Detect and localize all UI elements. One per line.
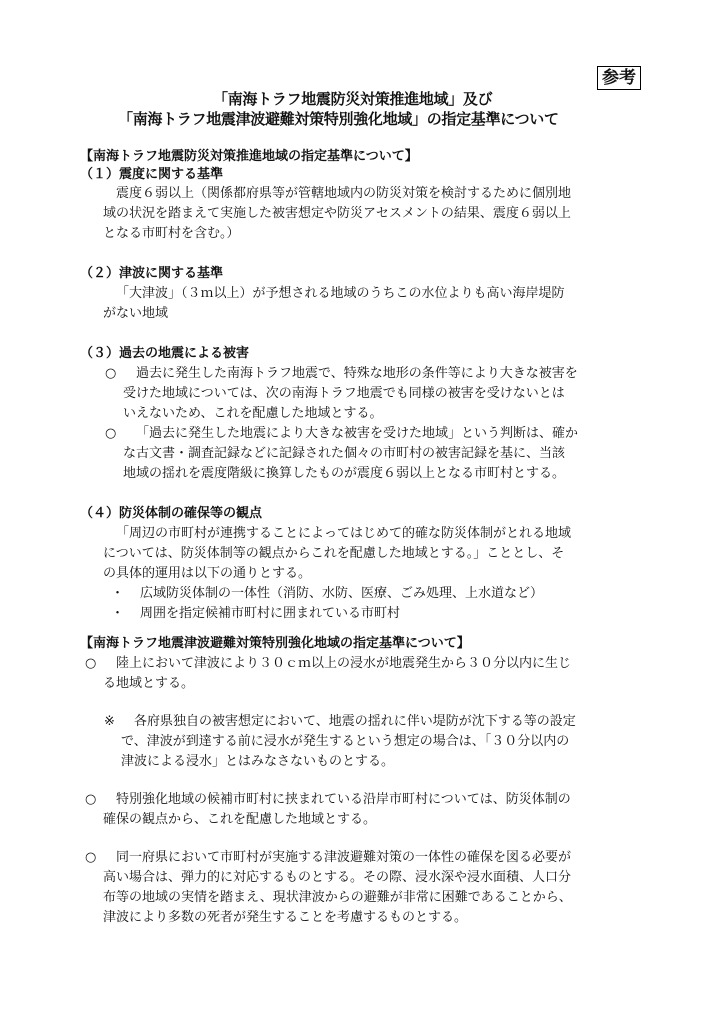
dot-bullet-mark: ・ [111,586,125,601]
item4-line-1: 「周辺の市町村が連携することによってはじめて的確な防災体制がとれる地域 [116,526,572,541]
item3-bullet1-line-3: いえないため、これを配慮した地域とする。 [123,406,383,421]
item1-heading: （１）震度に関する基準 [80,167,224,182]
title-line-2: 「南海トラフ地震津波避難対策特別強化地域」の指定基準について [118,110,559,128]
section2-bullet2-line-2: 確保の観点から、これを配慮した地域とする。 [103,812,377,827]
item4-heading: （４）防災体制の確保等の観点 [80,506,263,521]
section2-note-line-2: で、津波が到達する前に浸水が発生するという想定の場合は、「３０分以内の [121,734,570,749]
item4-dot-2: 周囲を指定候補市町村に囲まれている市町村 [140,606,401,621]
section2-bullet3-line-2: 高い場合は、弾力的に対応するものとする。その際、浸水深や浸水面積、人口分 [103,870,572,885]
item1-line-3: となる市町村を含む。） [103,226,240,241]
section2-bullet3-line-3: 布等の地域の実情を踏まえ、現状津波からの避難が非常に困難であることから、 [103,890,572,905]
bullet-circle-mark: ○ [85,656,97,671]
note-mark: ※ [104,714,115,729]
item3-bullet2-line-3: 地域の揺れを震度階級に換算したものが震度６弱以上となる市町村とする。 [123,466,566,481]
item4-line-2: については、防災体制等の観点からこれを配慮した地域とする。」こととし、そ [103,546,565,561]
section2-bullet3-line-4: 津波により多数の死者が発生することを考慮するものとする。 [103,910,468,925]
section2-bullet3-line-1: 同一府県において市町村が実施する津波避難対策の一体性の確保を図る必要が [116,850,572,865]
item3-bullet2-line-2: な古文書・調査記録などに記録された個々の市町村の被害記録を基に、当該 [123,446,566,461]
bullet-circle-mark: ○ [105,366,117,381]
item1-line-1: 震度６弱以上（関係都府県等が管轄地域内の防災対策を検討するために個別地 [116,186,572,201]
section2-bullet1-line-1: 陸上において津波により３０ｃｍ以上の浸水が地震発生から３０分以内に生じ [116,656,572,671]
item3-bullet2-line-1: 「過去に発生した地震により大きな被害を受けた地域」という判断は、確か [136,426,579,441]
item2-heading: （２）津波に関する基準 [80,266,224,281]
section1-heading: 【南海トラフ地震防災対策推進地域の指定基準について】 [80,149,418,164]
item2-line-2: がない地域 [103,306,169,321]
section2-heading: 【南海トラフ地震津波避難対策特別強化地域の指定基準について】 [80,636,470,651]
section2-bullet2-line-1: 特別強化地域の候補市町村に挟まれている沿岸市町村については、防災体制の [116,792,571,807]
item3-bullet1-line-1: 過去に発生した南海トラフ地震で、特殊な地形の条件等により大きな被害を [136,366,578,381]
item3-bullet1-line-2: 受けた地域については、次の南海トラフ地震でも同様の被害を受けないとは [123,386,565,401]
section2-note-line-3: 津波による浸水」とはみなさないものとする。 [121,754,395,769]
item4-line-3: の具体的運用は以下の通りとする。 [103,566,312,581]
item1-line-2: 域の状況を踏まえて実施した被害想定や防災アセスメントの結果、震度６弱以上 [103,206,571,221]
item3-heading: （３）過去の地震による被害 [80,346,250,361]
dot-bullet-mark: ・ [111,606,125,621]
item4-dot-1: 広域防災体制の一体性（消防、水防、医療、ごみ処理、上水道など） [140,586,544,601]
bullet-circle-mark: ○ [105,426,117,441]
title-line-1: 「南海トラフ地震防災対策推進地域」及び [213,90,493,108]
section2-bullet1-line-2: る地域とする。 [103,676,195,691]
reference-label: 参考 [597,66,641,90]
bullet-circle-mark: ○ [85,792,97,807]
bullet-circle-mark: ○ [85,850,97,865]
item2-line-1: 「大津波」（３ｍ以上）が予想される地域のうちこの水位よりも高い海岸堤防 [116,286,565,301]
section2-note-line-1: 各府県独自の被害想定において、地震の揺れに伴い堤防が沈下する等の設定 [134,714,576,729]
